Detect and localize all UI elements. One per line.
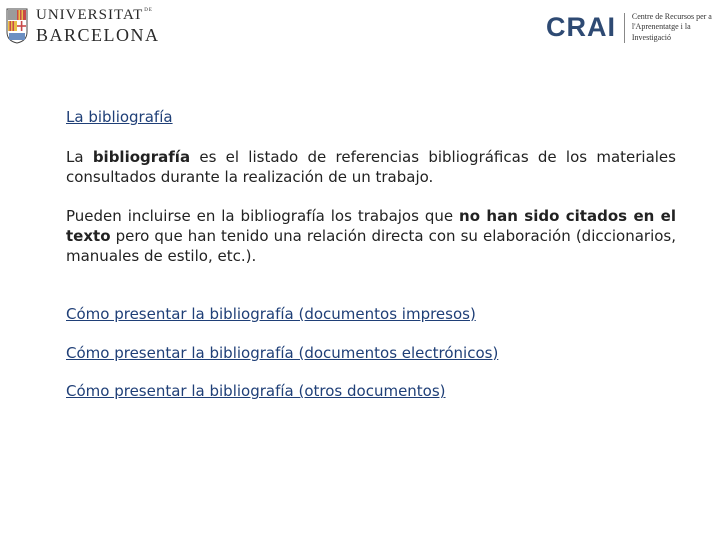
crai-desc-line2: l'Aprenentatge i la Investigació	[631, 22, 691, 42]
page-title-link[interactable]: La bibliografía	[66, 108, 173, 126]
link-printed-documents[interactable]: Cómo presentar la bibliografía (documentos impresos)	[66, 304, 476, 323]
definition-paragraph	[66, 148, 676, 188]
main-content	[66, 108, 676, 421]
inclusion-paragraph	[66, 207, 676, 266]
link-list	[66, 305, 676, 402]
crai-divider	[624, 13, 625, 43]
link-other-documents[interactable]: Cómo presentar la bibliografía (otros documentos)	[66, 382, 446, 401]
ub-name-line1: UNIVERSITAT	[36, 7, 144, 23]
p2-bold: no han sido citados en el texto	[66, 207, 676, 246]
p1-bold: bibliografía	[92, 147, 191, 166]
crai-logo	[546, 12, 720, 43]
ub-logo	[6, 8, 160, 44]
p1-text-a: La	[66, 147, 93, 166]
p1-text-b: es el listado de referencias bibliográficas de los materiales consultados durante la realización de un trabajo.	[66, 147, 676, 186]
p2-text-a: Pueden incluirse en la bibliografía los trabajos que	[66, 207, 460, 226]
ub-name-line2: BARCELONA	[36, 25, 160, 45]
crai-mark: CRAI	[546, 12, 616, 43]
ub-name-de: DE	[144, 8, 153, 13]
ub-shield-icon	[6, 8, 28, 44]
crai-desc-line1: Centre de Recursos per a	[631, 12, 712, 21]
link-electronic-documents[interactable]: Cómo presentar la bibliografía (documentos electrónicos)	[66, 343, 499, 362]
p2-text-b: pero que han tenido una relación directa con su elaboración (diccionarios, manuales de estilo, etc.).	[66, 227, 676, 265]
